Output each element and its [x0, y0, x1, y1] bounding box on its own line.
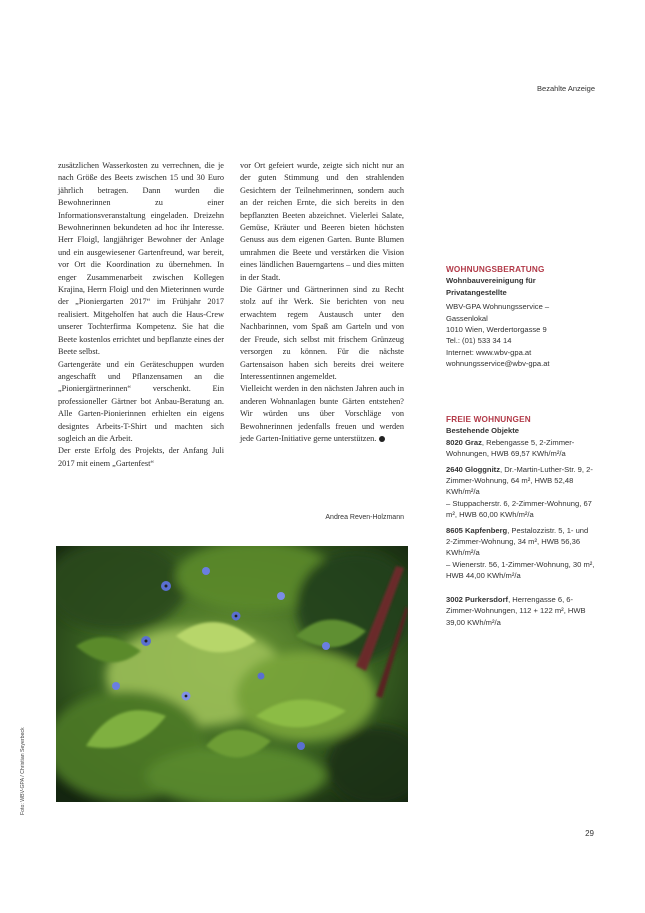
page-number: 29 — [585, 829, 594, 838]
free-apartments-heading: FREIE WOHNUNGEN — [446, 415, 531, 424]
listing-details: – Wienerstr. 56, 1-Zimmer-Wohnung, 30 m², HWB 44,00 KWh/m²/a — [446, 559, 595, 581]
listing-details: , Dr.-Martin-Luther-Str. 9, 2-Zimmer-Wohnung, 64 m², HWB 52,48 KWh/m²/a — [446, 464, 593, 497]
apartment-listing — [446, 559, 596, 582]
article-author: Andrea Reven-Holzmann — [325, 514, 404, 521]
consulting-email-link[interactable]: wohnungsservice@wbv-gpa.at — [446, 359, 550, 369]
paragraph-text: Vielleicht werden in den nächsten Jahren auch in anderen Wohnanlagen bunte Gärten entstehen? Wir würden uns über Vorschläge von Bewohnerinnen jedenfalls freuen und werden jede Garten-Initiative gerne unterstützen. — [240, 384, 404, 443]
apartment-listing — [446, 498, 596, 521]
paragraph: Der erste Erfolg des Projekts, der Anfang Juli 2017 mit einem „Gartenfest“ — [58, 446, 224, 468]
housing-consulting-box — [446, 264, 596, 370]
listing-details: , Herrengasse 6, 6-Zimmer-Wohnungen, 112 + 122 m², HWB 39,00 KWh/m²/a — [446, 594, 586, 627]
garden-photo — [56, 546, 408, 802]
photo-credit: Foto: WBV-GPA / Christian Seyerbeck — [20, 727, 26, 815]
apartment-listing — [446, 525, 596, 559]
consulting-phone: Tel.: (01) 533 34 14 — [446, 336, 512, 346]
listing-details: , Rebengasse 5, 2-Zimmer-Wohnungen, HWB 69,57 KWh/m²/a — [446, 437, 575, 459]
listing-location: 8020 Graz — [446, 437, 482, 447]
paragraph: Die Gärtner und Gärtnerinnen sind zu Recht stolz auf ihr Werk. Sie berichten von neu erwachtem regem Austausch unter den Nachbarinnen, vom Spaß am Garteln und von der Freude, sich selbst mit frischem Grünzeug versorgen zu können. Für die nächste Gartensaison haben sich bereits drei weitere Interessentinnen angemeldet. — [240, 285, 404, 381]
end-mark-icon — [379, 436, 385, 442]
listing-location: 2640 Gloggnitz — [446, 464, 501, 474]
garden-photo-image — [56, 546, 408, 802]
listing-location: 3002 Purkersdorf — [446, 594, 509, 604]
article-column-1 — [58, 160, 224, 470]
paragraph: vor Ort gefeiert wurde, zeigte sich nicht nur an der guten Stimmung und den strahlenden Gesichtern der Teilnehmerinnen, sondern auch an der reichen Ernte, die sich bereits in den bepflanzten Beeten abzeichnet. Vielerlei Salate, Gemüse, Kräuter und Beeren bieten höchsten Genuss aus dem eigenen Garten. Bunte Blumen umrahmen die Beete und verstärken die Vision eines ländlichen Bauerngartens – und dies mitten in der Stadt. — [240, 161, 404, 282]
apartment-listing — [446, 437, 596, 460]
listing-location: 8605 Kapfenberg — [446, 525, 508, 535]
ad-label: Bezahlte Anzeige — [537, 84, 595, 93]
consulting-line: Gassenlokal — [446, 313, 488, 323]
free-apartments-subheading: Bestehende Objekte — [446, 426, 520, 436]
consulting-address: 1010 Wien, Werdertorgasse 9 — [446, 325, 547, 335]
consulting-website-link[interactable]: Internet: www.wbv-gpa.at — [446, 347, 532, 357]
listing-details: – Stuppacherstr. 6, 2-Zimmer-Wohnung, 67 m², HWB 60,00 KWh/m²/a — [446, 498, 592, 520]
free-apartments-box — [446, 414, 596, 628]
listing-details: , Pestalozzistr. 5, 1- und 2-Zimmer-Wohnung, 34 m², HWB 56,36 KWh/m²/a — [446, 525, 589, 558]
consulting-line: WBV-GPA Wohnungsservice – — [446, 302, 550, 312]
apartment-listing — [446, 464, 596, 498]
paragraph — [240, 383, 404, 445]
paragraph: Gartengeräte und ein Geräteschuppen wurden angeschafft und Pflanzensamen an die „Pioniergärtnerinnen“ verschenkt. Ein professioneller Gärtner bot Anbau-Beratung an. Alle Garten-Pionierinnen erhielten ein eigens designtes Arbeits-T-Shirt und machten sich sogleich an die Arbeit. — [58, 359, 224, 443]
apartment-listing — [446, 594, 596, 628]
consulting-subheading: Wohnbauvereinigung für Privatangestellte — [446, 276, 536, 297]
article-column-2 — [240, 160, 404, 445]
consulting-heading: WOHNUNGSBERATUNG — [446, 265, 545, 274]
paragraph: zusätzlichen Wasserkosten zu verrechnen, die je nach Größe des Beets zwischen 15 und 30 Euro jährlich betragen. Dann wurden die Bewohnerinnen zu einer Informationsveranstaltung eingeladen. Dreizehn Bewohnerinnen bekundeten ad hoc ihr Interesse. Herr Floigl, langjähriger Bewohner der Anlage und ein ausgewiesener Gartenfreund, war bereit, vor Ort die Koordination zu übernehmen. In enger Zusammenarbeit zwischen Kollegen Krajina, Herrn Floigl und den Mieterinnen wurde der „Pioniergarten 2017“ im Frühjahr 2017 realisiert. Mitgeholfen hat auch die Haus-Crew unserer Tochterfirma Kompetenz. Sie hat die Beete kostenlos errichtet und bepflanzte eines der Beete selbst. — [58, 161, 224, 357]
